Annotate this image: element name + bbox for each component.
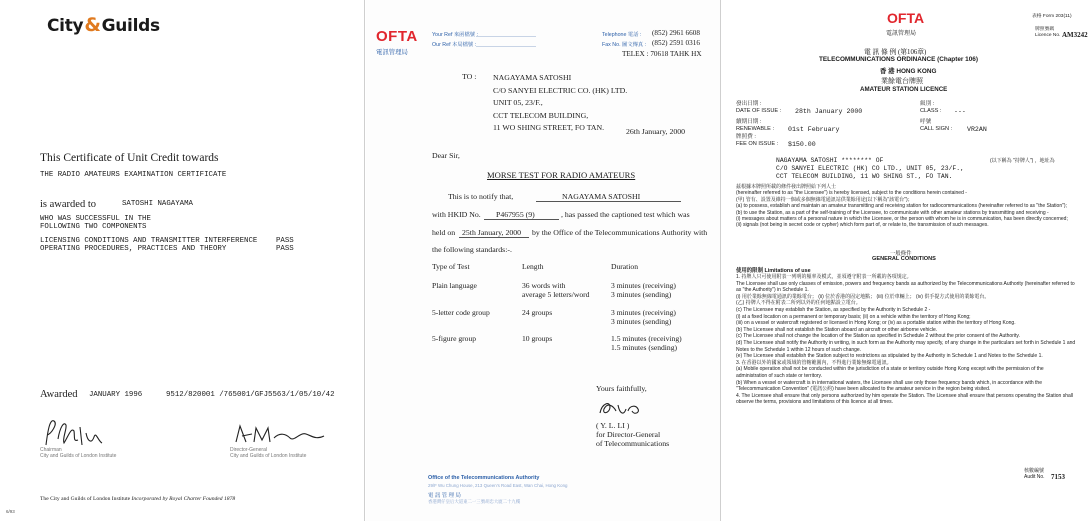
letter-date: 26th January, 2000 — [626, 127, 686, 136]
holder-chinese-note: (以下稱為 "持牌人") ，地址為 — [990, 158, 1055, 164]
call-sign: VR2AN — [967, 126, 987, 133]
telephone-number: (852) 2961 6608 — [652, 29, 700, 37]
awarded-word: Awarded — [40, 389, 78, 400]
duration-line: 3 minutes (sending) — [611, 317, 672, 326]
row-duration — [611, 281, 676, 299]
who-line-2: FOLLOWING TWO COMPONENTS — [40, 223, 147, 231]
director-general-signature — [230, 420, 330, 448]
awarded-label: is awarded to — [40, 199, 96, 210]
awardee-name: SATOSHI NAGAYAMA — [122, 200, 193, 208]
chairman-caption: Chairman City and Guilds of London Institute — [40, 447, 117, 460]
call-sign-label: 呼號 CALL SIGN : — [920, 119, 953, 132]
place-hong-kong: 香 港 HONG KONG — [880, 68, 937, 75]
standards-text: the following standards:-. — [432, 245, 512, 254]
address-line: NAGAYAMA SATOSHI — [493, 73, 572, 82]
director-general-caption: Director-General City and Guilds of London Institute — [230, 447, 307, 460]
city-guilds-certificate — [0, 0, 365, 521]
passed-text: , has passed the captioned test which was — [561, 210, 690, 219]
ofta-logo-text: OFTA — [376, 28, 418, 45]
holder-line-1: NAGAYAMA SATOSHI ******** OF — [776, 157, 884, 164]
component-2-result: PASS — [276, 245, 294, 253]
signer-title-1: for Director-General — [596, 430, 661, 439]
row-length: 10 groups — [522, 334, 553, 343]
our-ref-label: Our Ref 本局檔號 : — [432, 42, 477, 48]
ampersand-crest-icon: & — [84, 14, 101, 36]
col-header-duration: Duration — [611, 262, 638, 271]
test-date: 25th January, 2000 — [462, 228, 522, 237]
col-header-length: Length — [522, 262, 544, 271]
recipient-address — [493, 72, 627, 135]
footer-charter: Incorporated by Royal Charter Founded — [131, 496, 223, 502]
ref-underline-2 — [476, 46, 536, 47]
certificate-reference: 9512/820001 /765001/GFJ5563/1/05/10/42 — [166, 391, 335, 399]
notify-line — [448, 192, 513, 201]
component-1: LICENSING CONDITIONS AND TRANSMITTER INTERFERENCE — [40, 237, 258, 245]
amateur-station-licence — [722, 0, 1090, 521]
ofta-logo — [376, 28, 418, 45]
ordinance-title-chinese: 電 訊 條 例 (第106章) — [864, 49, 927, 56]
authority-text: by the Office of the Telecommunications Authority with — [532, 228, 708, 237]
audit-number-label: 核數編號 Audit No. — [1024, 468, 1045, 481]
licence-logo-chinese: 電訊管理局 — [886, 31, 917, 37]
date-of-issue: 28th January 2000 — [795, 108, 863, 115]
your-ref-label: Your Ref 來函檔號 : — [432, 32, 479, 38]
test-date-underline — [459, 237, 529, 238]
licence-ofta-logo — [887, 10, 924, 26]
signer-name: ( Y. L. LI ) — [596, 421, 630, 430]
address-line: 11 WO SHING STREET, FO TAN. — [493, 123, 605, 133]
col-header-type: Type of Test — [432, 262, 470, 271]
certificate-title: This Certificate of Unit Credit towards — [40, 152, 219, 164]
limitations-heading: 使用的限制 Limitations of use — [736, 268, 811, 274]
row-type: 5-figure group — [432, 334, 477, 343]
licence-number-label: 牌照號碼 Licence No. — [1035, 27, 1061, 38]
length-line: 36 words with — [522, 281, 566, 290]
row-length: 24 groups — [522, 308, 553, 317]
certificate-subtitle: THE RADIO AMATEURS EXAMINATION CERTIFICATE — [40, 171, 227, 179]
hkid-number: P467955 (9) — [496, 210, 535, 219]
general-conditions-chinese: 一般條件 — [890, 251, 912, 257]
fax-label: Fax No. 圖文傳真 : — [602, 42, 647, 48]
y-l-li-signature — [596, 397, 646, 419]
duration-line: 3 minutes (sending) — [611, 290, 672, 299]
licence-number: AM3242 — [1062, 31, 1088, 39]
telephone-label: Telephone 電話 : — [602, 32, 642, 38]
fee-label: 牌照費 : FEE ON ISSUE : — [736, 134, 779, 147]
component-1-result: PASS — [276, 237, 294, 245]
notify-text: This is to notify that, — [448, 192, 514, 201]
licence-type: AMATEUR STATION LICENCE — [860, 86, 948, 93]
footer-founded-year: 1878 — [223, 496, 236, 502]
length-line: average 5 letters/word — [522, 290, 590, 299]
licence-preamble: 茲根據本牌照所載的條件發出牌照給下列人士 (hereinafter referred to as "the Licensee") is hereby licensed, subject to the conditions herein contained - (甲) 管有、設置及維持一個或多個無線電通訊站供業餘用途(以下稱為"該電台")； (a) to possess, establish and maintain an amateur transmitting and receiving station for radiocommunications (hereinafter referred to as "the Station"); (b) to use the Station, as a part of the self-training of the Licensee, to communicate with other amateur stations by transmitting and receiving - (i) messages about matters of a personal nature in which the Licensee, or the person with whom he is in communication, has been directly concerned; (ii) signals (not being in secret code or cypher) which form part of, or relate to, the transmission of such messages. — [736, 184, 1068, 229]
form-reference: 表格 Form 203(11) — [1032, 14, 1072, 19]
footer-institute: The City and Guilds of London Institute — [40, 496, 131, 502]
class-label: 級別 : CLASS : — [920, 101, 942, 114]
city-guilds-logo — [47, 14, 160, 36]
who-line-1: WHO WAS SUCCESSFUL IN THE — [40, 215, 151, 223]
ordinance-title: TELECOMMUNICATIONS ORDINANCE (Chapter 106) — [819, 56, 978, 63]
component-2: OPERATING PROCEDURES, PRACTICES AND THEORY — [40, 245, 227, 253]
licence-type-chinese: 業餘電台牌照 — [881, 77, 923, 85]
fax-number: (852) 2591 0316 — [652, 39, 700, 47]
ofta-logo-chinese: 電訊管理局 — [376, 49, 408, 56]
address-line: C/O SANYEI ELECTRIC CO. (HK) LTD. — [493, 85, 628, 95]
duration-line: 3 minutes (receiving) — [611, 308, 676, 317]
logo-word-city: City — [47, 16, 84, 36]
chairman-signature — [40, 415, 110, 451]
general-conditions-heading: GENERAL CONDITIONS — [872, 256, 936, 262]
duration-line: 1.5 minutes (receiving) — [611, 334, 682, 343]
renewable-label: 續期日期 : RENEWABLE : — [736, 119, 775, 132]
hkid-label: with HKID No. — [432, 210, 481, 219]
telex-number: TELEX : 70618 TAHK HX — [622, 50, 702, 58]
address-line: UNIT 05, 23/F., — [493, 98, 543, 108]
row-type: 5-letter code group — [432, 308, 490, 317]
date-of-issue-label: 發出日期 : DATE OF ISSUE : — [736, 101, 782, 114]
renewable-date: 01st February — [788, 126, 840, 133]
held-on-label: held on — [432, 228, 456, 237]
footer-office-chinese: 電 訊 管 理 局 — [428, 493, 461, 499]
holder-line-2: C/O SANYEI ELECTRIC (HK) CO LTD., UNIT 05, 23/F., — [776, 165, 964, 172]
licence-class: --- — [954, 108, 966, 115]
row-type: Plain language — [432, 281, 477, 290]
candidate-name: NAGAYAMA SATOSHI — [562, 192, 641, 201]
licence-fee: $150.00 — [788, 141, 816, 148]
logo-word-guilds: Guilds — [101, 16, 160, 36]
conditions-body: 1. 持牌人只可使用附表一列明的頻率及模式，並須遵守附表一所載的各項規定。 The Licensee shall use only classes of emission, powers and frequency bands as authorized by the Telecommunications Authority (hereinafter referred to as "the Authority") in Schedule 1. (i) 用於業餘無線電通訊的業餘電台； (ii) 位於香港的固定地點； (iii) 位於車輛上； (iv) 供手提方式使用的業餘電台。 (乙) 持牌人不得在附表二所列以外的任何地點設立電台。 (c) The Licensee may establish the Station, as specified by the Authority in Schedule 2 - (i) at a fixed location on a permanent or temporary basis; (ii) on a vehicle within the territory of Hong Kong; (iii) on a vessel or watercraft registered or licensed in Hong Kong; or (iv) as a portable station within the territory of Hong Kong. (b) The Licensee shall not establish the Station aboard an aircraft or other airborne vehicle. (c) The Licensee shall not change the location of the Station as specified in Schedule 2 without the prior consent of the Authority. (d) The Licensee shall notify the Authority in writing, in such form as the Authority may specify, of any change in the particulars set forth in Schedule 1 and Notes to the Schedule 1 within 12 hours of such change. (e) The Licensee shall establish the Station subject to restrictions as stipulated by the Authority in Schedule 1 and Notes to the Schedule 1. 3. 在香港以外的國家或領域的管轄範圍內，不得進行業餘無線電通訊。 (a) Mobile operation shall not be conducted within the jurisdiction of a state or territory outside Hong Kong except with the permission of the administration of such state or territory. (b) When a vessel or watercraft is in international waters, the Licensee shall use only those frequency bands which, in accordance with the "Telecommunication Convention" (電訊公約) have been allocated to the amateur service in the region being visited. 4. The Licensee shall ensure that only persons authorized by him operate the Station. The Licensee shall ensure that persons operating the Station shall observe the terms, provisions and limitations of this licence at all times. — [736, 274, 1076, 406]
footer-office-address: 29/F Wu Chung House, 213 Queen's Road East, Wan Chai, Hong Kong — [428, 483, 568, 488]
footer-address-chinese: 香港灣仔皇后大道東二一三號胡忠大廈二十九樓 — [428, 499, 521, 504]
ofta-morse-letter — [366, 0, 721, 521]
signer-title-2: of Telecommunications — [596, 439, 670, 448]
corner-code: 6/93 — [6, 509, 15, 514]
audit-number: 7153 — [1051, 473, 1065, 481]
holder-line-3: CCT TELECOM BUILDING, 11 WO SHING ST., FO TAN. — [776, 173, 953, 180]
hkid-underline — [484, 219, 559, 220]
duration-line: 1.5 minutes (sending) — [611, 343, 678, 352]
footer-office-name: Office of the Telecommunications Authority — [428, 475, 540, 481]
closing: Yours faithfully, — [596, 384, 647, 393]
award-date: JANUARY 1996 — [89, 391, 143, 399]
row-length — [522, 281, 589, 299]
salutation: Dear Sir, — [432, 151, 460, 160]
row-duration — [611, 308, 676, 326]
letter-heading: MORSE TEST FOR RADIO AMATEURS — [487, 170, 636, 180]
ref-underline — [476, 36, 536, 37]
address-line: CCT TELECOM BUILDING, — [493, 110, 589, 120]
name-underline — [536, 201, 681, 202]
duration-line: 3 minutes (receiving) — [611, 281, 676, 290]
to-label: TO : — [462, 72, 477, 81]
row-duration — [611, 334, 682, 352]
certificate-footer — [40, 496, 235, 502]
licence-logo-text: OFTA — [887, 10, 925, 26]
